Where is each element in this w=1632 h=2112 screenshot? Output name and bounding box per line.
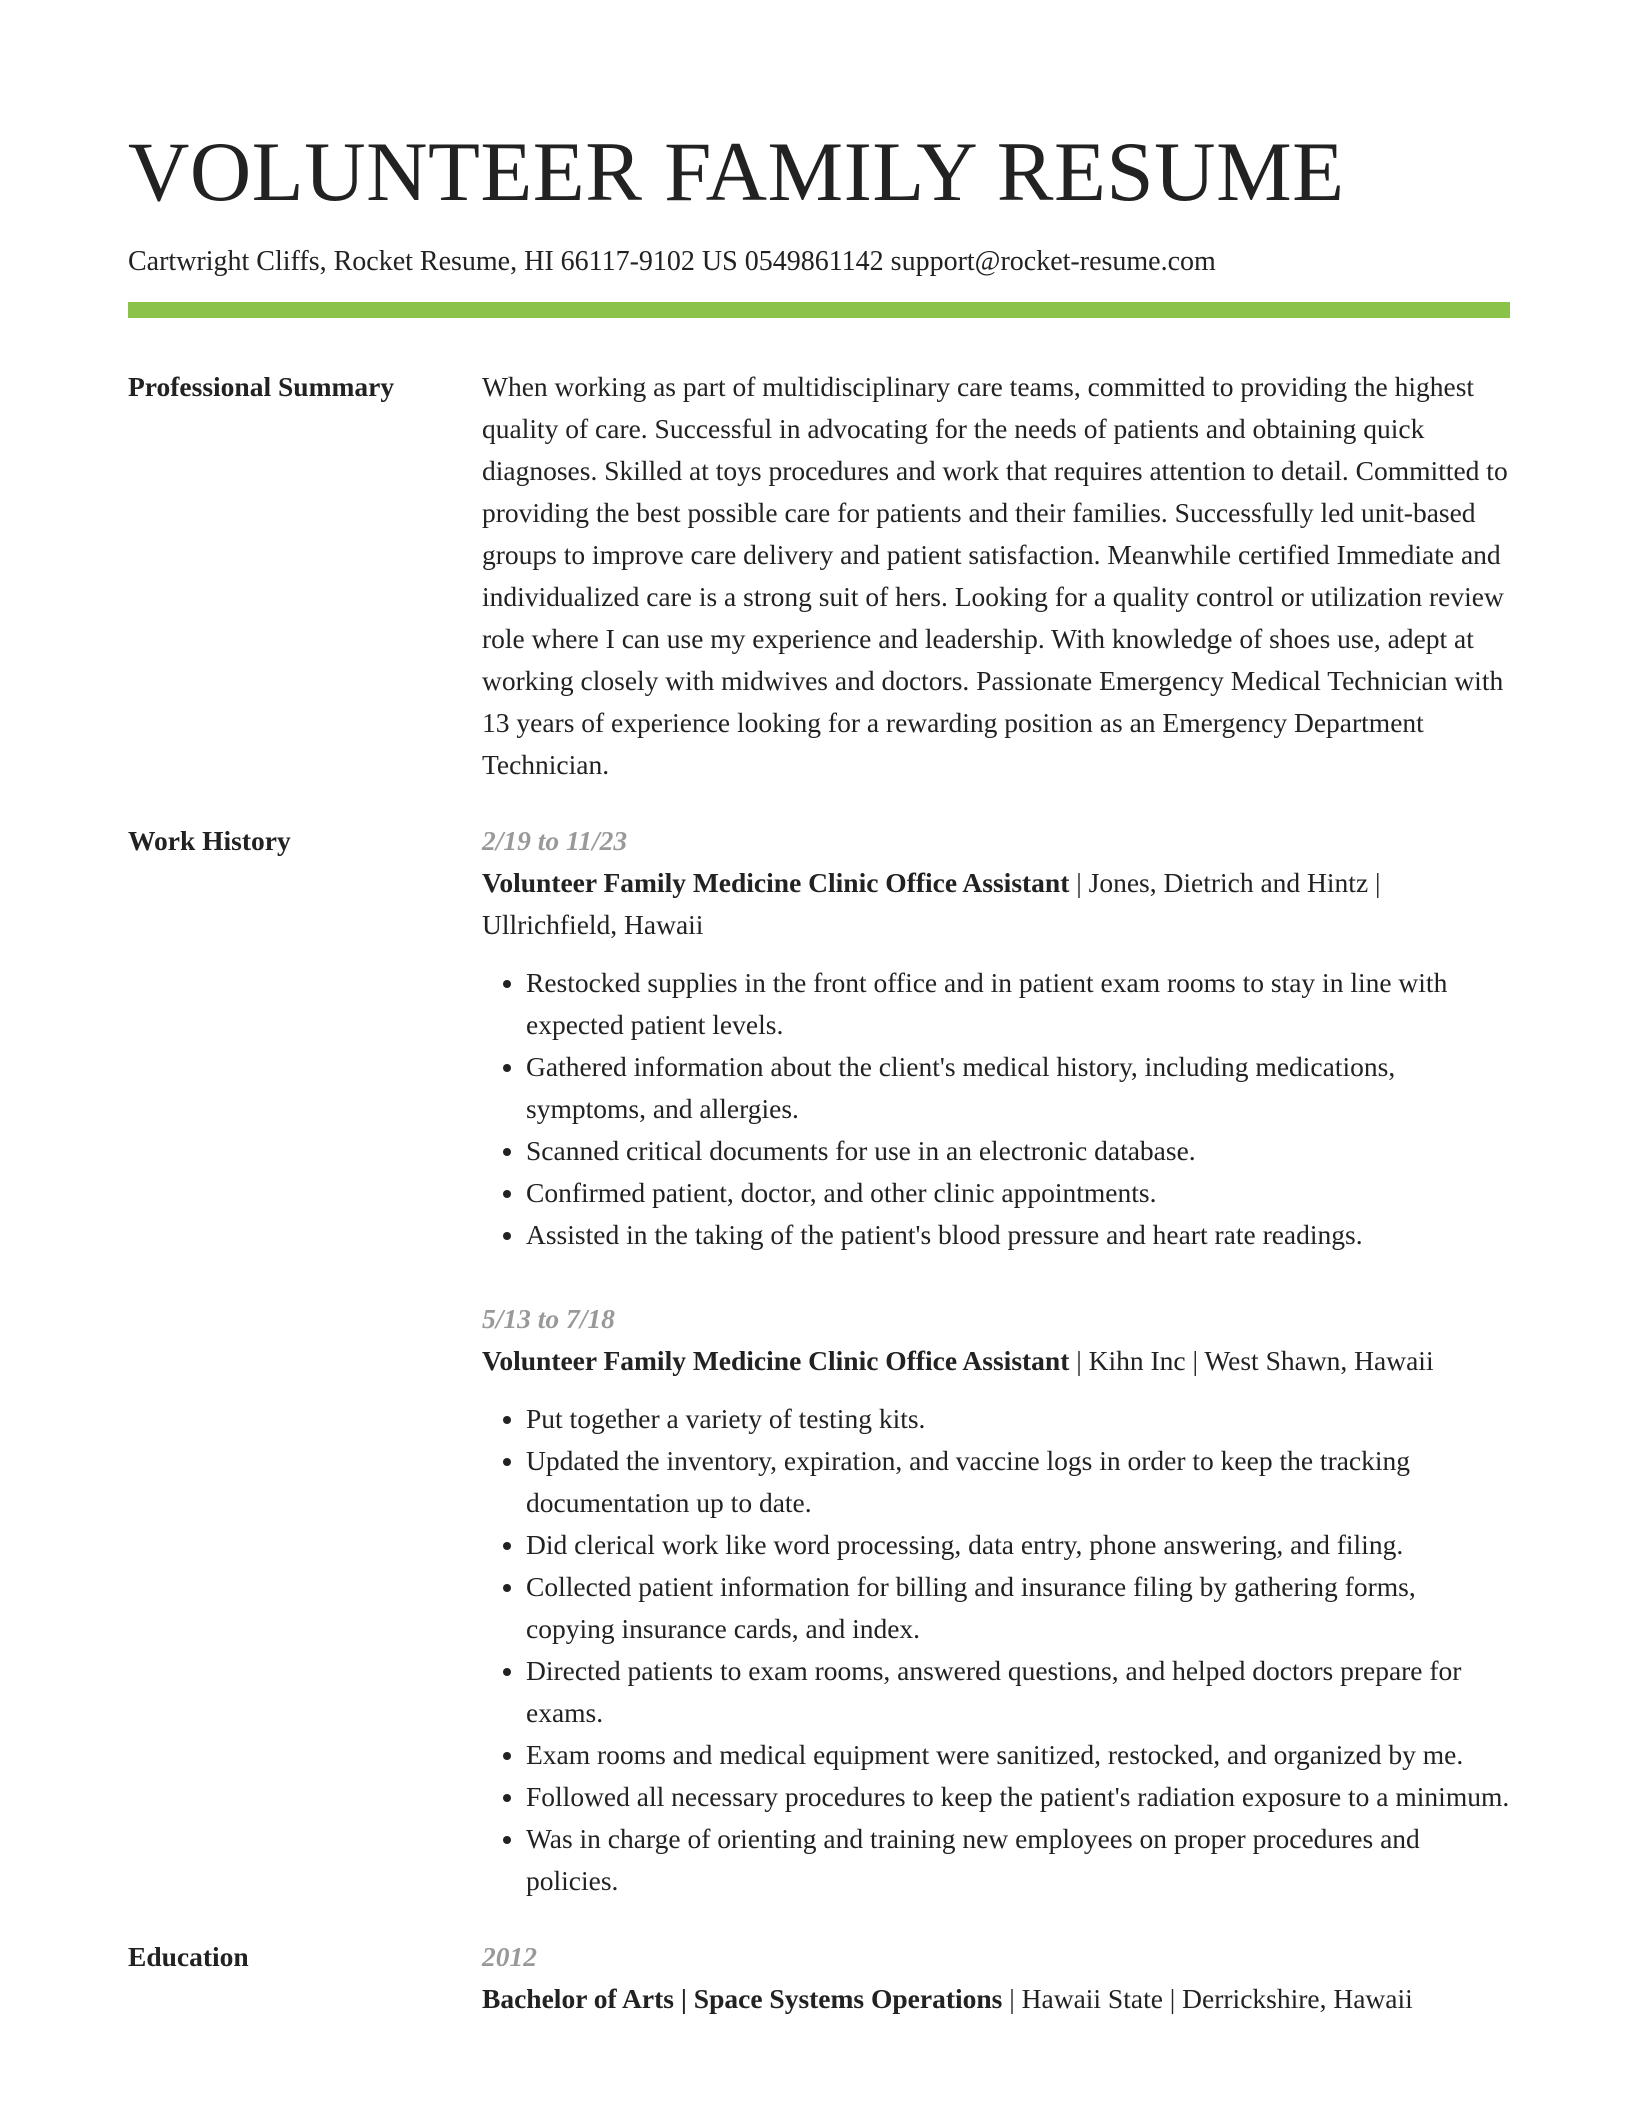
list-item: • Gathered information about the client's medical history, including medications, symptoms, and allergies. (526, 1046, 1510, 1130)
list-item: • Was in charge of orienting and training new employees on proper procedures and policies. (526, 1818, 1510, 1902)
list-item: • Assisted in the taking of the patient's blood pressure and heart rate readings. (526, 1214, 1510, 1256)
work-history-section (128, 820, 1510, 1902)
job-employer-location: | Kihn Inc | West Shawn, Hawaii (1069, 1345, 1434, 1376)
job-title-line (482, 1340, 1510, 1382)
education-degree: Bachelor of Arts | Space Systems Operations (482, 1983, 1003, 2014)
list-item: • Exam rooms and medical equipment were sanitized, restocked, and organized by me. (526, 1734, 1510, 1776)
list-item: • Put together a variety of testing kits. (526, 1398, 1510, 1440)
summary-label: Professional Summary (128, 371, 395, 402)
list-item: • Collected patient information for billing and insurance filing by gathering forms, copying insurance cards, and index. (526, 1566, 1510, 1650)
job-entry (482, 1298, 1510, 1902)
education-year: 2012 (482, 1941, 537, 1972)
list-item: • Confirmed patient, doctor, and other clinic appointments. (526, 1172, 1510, 1214)
job-title: Volunteer Family Medicine Clinic Office Assistant (482, 867, 1070, 898)
job-entry (482, 820, 1510, 1256)
summary-section (128, 366, 1510, 786)
list-item: • Directed patients to exam rooms, answered questions, and helped doctors prepare for exams. (526, 1650, 1510, 1734)
header-divider (128, 302, 1510, 318)
list-item: • Restocked supplies in the front office and in patient exam rooms to stay in line with expected patient levels. (526, 962, 1510, 1046)
education-line (482, 1978, 1510, 2020)
job-dates: 5/13 to 7/18 (482, 1303, 615, 1334)
job-employer-location: | Jones, Dietrich and Hintz | Ullrichfield, Hawaii (482, 867, 1381, 940)
job-title: Volunteer Family Medicine Clinic Office Assistant (482, 1345, 1070, 1376)
summary-text: When working as part of multidisciplinary care teams, committed to providing the highest quality of care. Successful in advocating for the needs of patients and obtaining quick diagnoses. Skilled at toys procedures and work that requires attention to detail. Committed to providing the best possible care for patients and their families. Successfully led unit-based groups to improve care delivery and patient satisfaction. Meanwhile certified Immediate and individualized care is a strong suit of hers. Looking for a quality control or utilization review role where I can use my experience and leadership. With knowledge of shoes use, adept at working closely with midwives and doctors. Passionate Emergency Medical Technician with 13 years of experience looking for a rewarding position as an Emergency Department Technician. (482, 371, 1508, 780)
education-school-location: | Hawaii State | Derrickshire, Hawaii (1002, 1983, 1413, 2014)
job-bullets (482, 1398, 1510, 1902)
list-item: • Updated the inventory, expiration, and vaccine logs in order to keep the tracking documentation up to date. (526, 1440, 1510, 1524)
work-history-label: Work History (128, 825, 291, 856)
contact-line: Cartwright Cliffs, Rocket Resume, HI 66117-9102 US 0549861142 support@rocket-resume.com (128, 246, 1216, 277)
job-dates: 2/19 to 11/23 (482, 825, 628, 856)
list-item: • Scanned critical documents for use in an electronic database. (526, 1130, 1510, 1172)
job-title-line (482, 862, 1510, 946)
list-item: • Did clerical work like word processing, data entry, phone answering, and filing. (526, 1524, 1510, 1566)
resume-page (128, 0, 1510, 2020)
job-bullets (482, 962, 1510, 1256)
education-label: Education (128, 1941, 249, 1972)
resume-title: VOLUNTEER FAMILY RESUME (128, 125, 1345, 219)
list-item: • Followed all necessary procedures to keep the patient's radiation exposure to a minimum. (526, 1776, 1510, 1818)
education-section (128, 1936, 1510, 2020)
